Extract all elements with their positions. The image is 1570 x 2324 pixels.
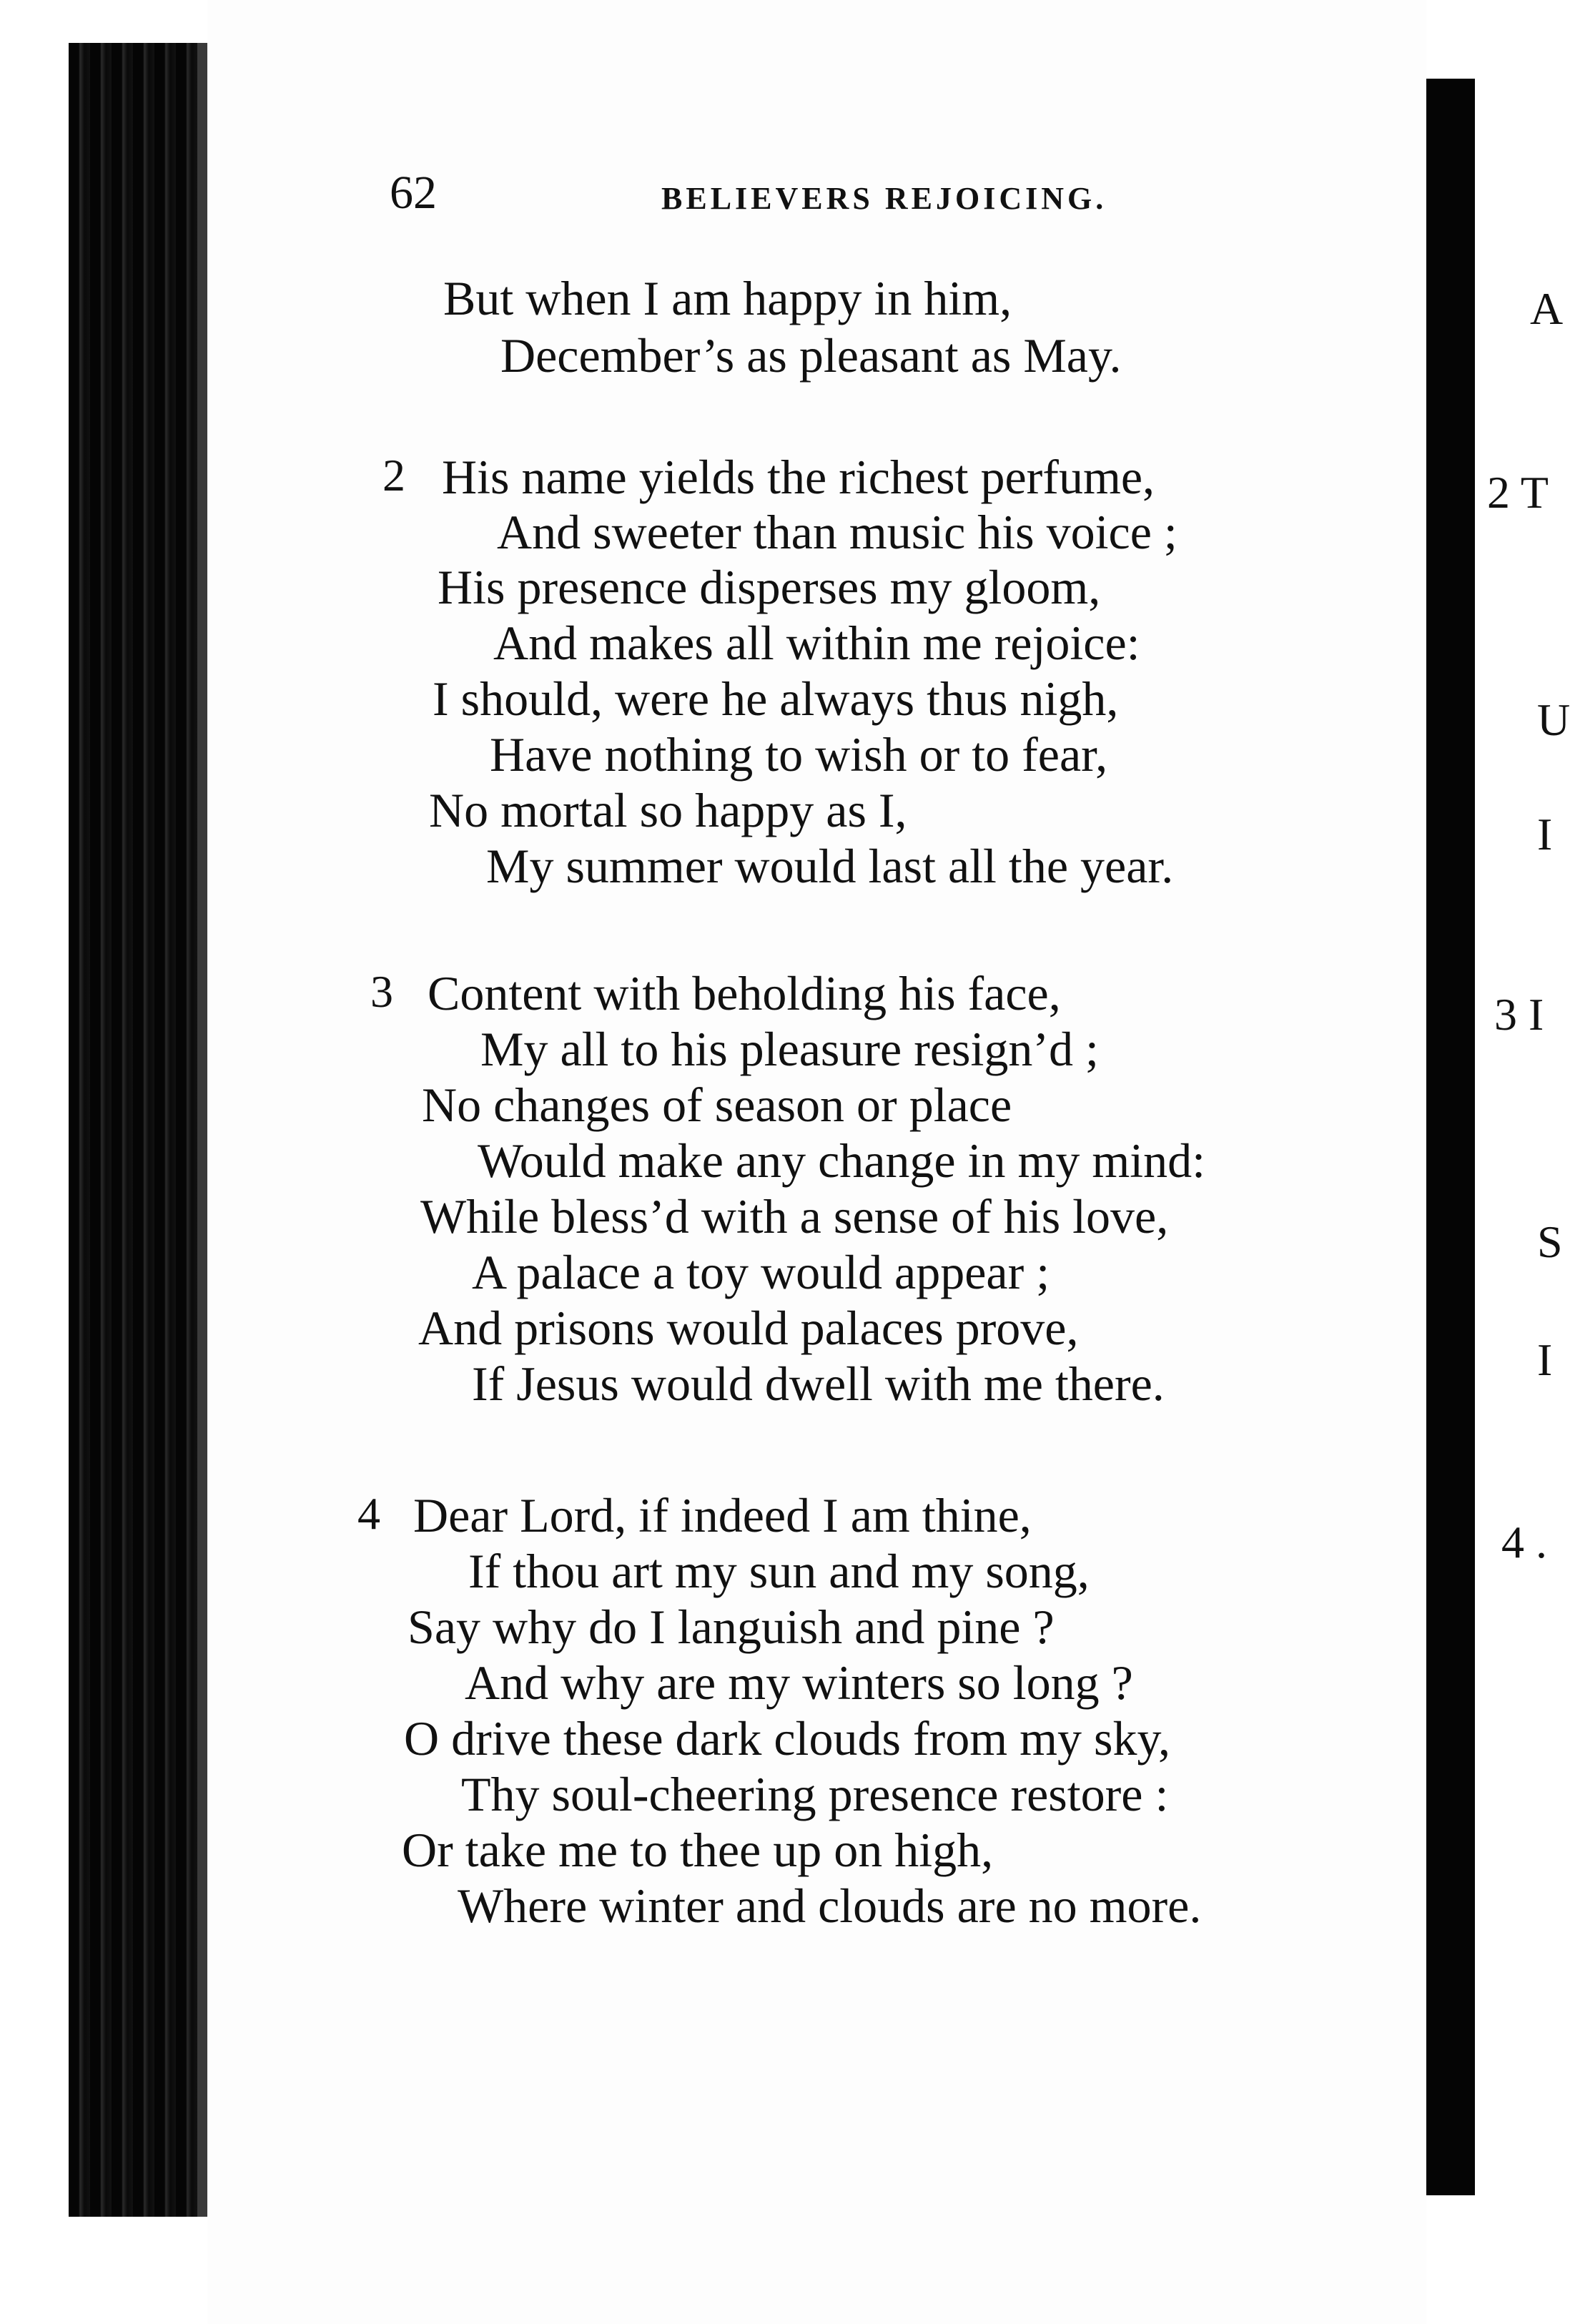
verse-line: A palace a toy would appear ;: [472, 1245, 1050, 1299]
verse-line: Say why do I languish and pine ?: [408, 1600, 1055, 1654]
verse-line: His presence disperses my gloom,: [438, 560, 1101, 614]
running-title: BELIEVERS REJOICING.: [661, 181, 1107, 216]
facing-page-fragment: 2 T: [1487, 467, 1549, 518]
verse-line: His name yields the richest perfume,: [442, 450, 1155, 504]
verse-line: I should, were he always thus nigh,: [433, 671, 1119, 726]
verse-line: Content with beholding his face,: [428, 966, 1061, 1020]
verse-number: 4: [357, 1488, 380, 1539]
facing-page-fragment: 4 .: [1501, 1517, 1547, 1567]
verse-line: And prisons would palaces prove,: [418, 1301, 1079, 1355]
verse-line: Where winter and clouds are no more.: [458, 1879, 1202, 1933]
verse-line: Thy soul-cheering presence restore :: [461, 1767, 1169, 1821]
facing-page-fragment: I: [1537, 809, 1553, 860]
verse-line: My all to his pleasure resign’d ;: [480, 1022, 1099, 1076]
right-binding-shadow: [1426, 79, 1475, 2195]
verse-number: 3: [370, 966, 393, 1017]
verse-line: No changes of season or place: [422, 1078, 1012, 1132]
verse-line: And makes all within me rejoice:: [493, 616, 1140, 670]
facing-page-fragment: A: [1530, 283, 1564, 334]
verse-line: December’s as pleasant as May.: [500, 328, 1122, 383]
page-number: 62: [390, 167, 437, 219]
verse-line: Or take me to thee up on high,: [402, 1823, 994, 1877]
left-page-edge: [197, 43, 207, 2217]
verse-line: If thou art my sun and my song,: [468, 1544, 1090, 1598]
verse-line: Dear Lord, if indeed I am thine,: [413, 1488, 1032, 1542]
facing-page-fragment: S: [1537, 1216, 1563, 1267]
verse-line: And sweeter than music his voice ;: [497, 505, 1178, 559]
verse-line: O drive these dark clouds from my sky,: [404, 1711, 1171, 1766]
verse-line: And why are my winters so long ?: [465, 1655, 1133, 1710]
verse-line: While bless’d with a sense of his love,: [420, 1189, 1169, 1244]
verse-line: No mortal so happy as I,: [429, 783, 907, 837]
verse-line: Have nothing to wish or to fear,: [490, 727, 1108, 782]
verse-line: My summer would last all the year.: [486, 839, 1174, 893]
facing-page-fragment: I: [1537, 1334, 1553, 1385]
verse-line: Would make any change in my mind:: [478, 1133, 1206, 1188]
left-binding-shadow: [69, 43, 197, 2217]
page-header: [390, 166, 1248, 230]
facing-page-fragment: U: [1537, 694, 1570, 745]
verse-line: But when I am happy in him,: [443, 271, 1012, 325]
facing-page-fragment: 3 I: [1494, 989, 1544, 1040]
verse-line: If Jesus would dwell with me there.: [472, 1357, 1165, 1411]
verse-number: 2: [382, 450, 405, 501]
